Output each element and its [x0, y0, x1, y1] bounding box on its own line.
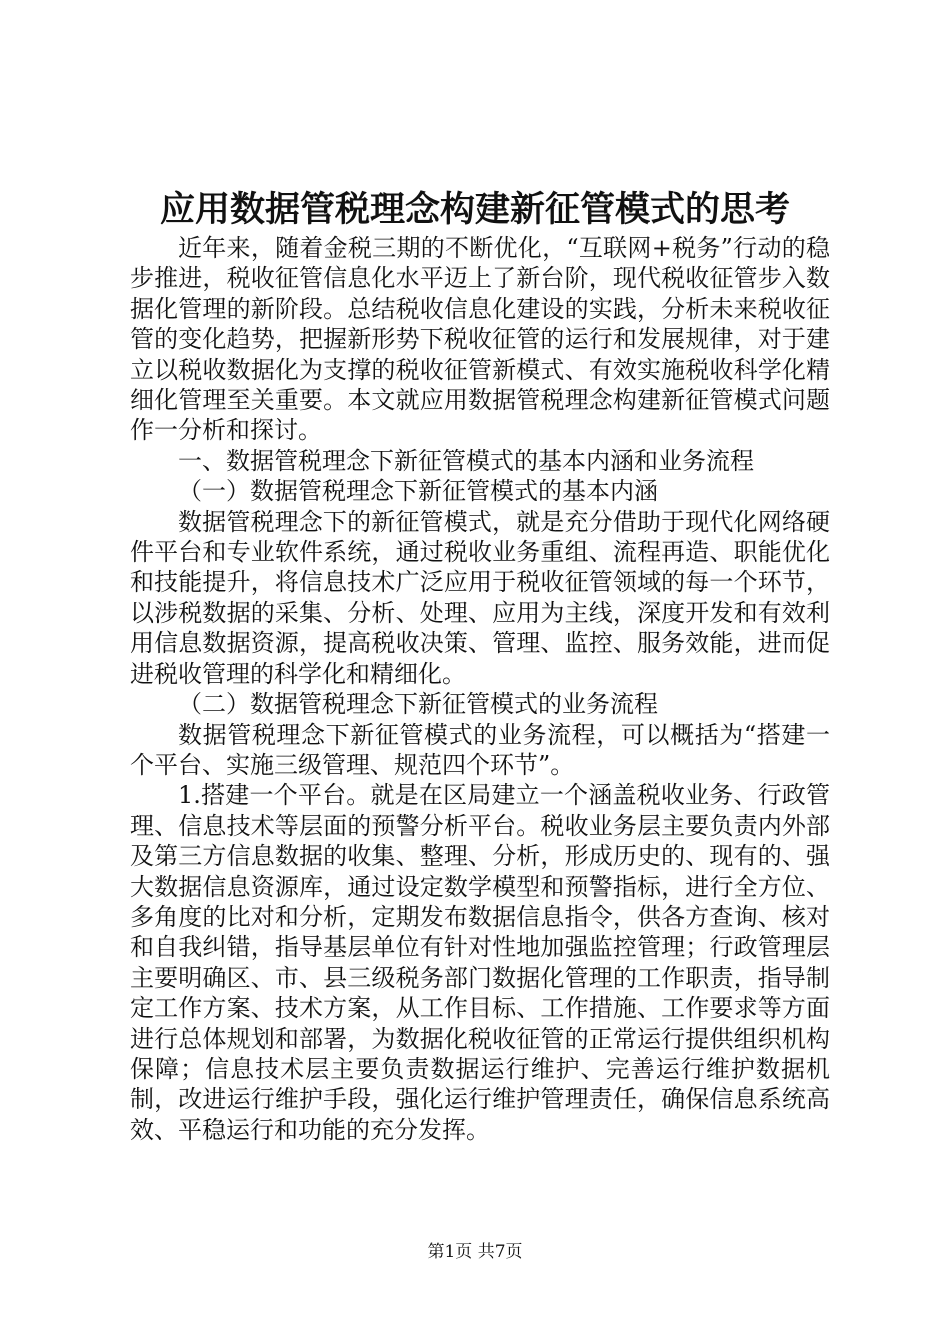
- body-paragraph: 1.搭建一个平台。就是在区局建立一个涵盖税收业务、行政管理、信息技术等层面的预警分析平台。税收业务层主要负责内外部及第三方信息数据的收集、整理、分析，形成历史的、现有的、强大数据信息资源库，通过设定数学模型和预警指标，进行全方位、多角度的比对和分析，定期发布数据信息指令，供各方查询、核对和自我纠错，指导基层单位有针对性地加强监控管理；行政管理层主要明确区、市、县三级税务部门数据化管理的工作职责，指导制定工作方案、技术方案，从工作目标、工作措施、工作要求等方面进行总体规划和部署，为数据化税收征管的正常运行提供组织机构保障；信息技术层主要负责数据运行维护、完善运行维护数据机制，改进运行维护手段，强化运行维护管理责任，确保信息系统高效、平稳运行和功能的充分发挥。: [130, 781, 830, 1144]
- document-title: 应用数据管税理念构建新征管模式的思考: [159, 189, 790, 230]
- subsection-heading-2: （二）数据管税理念下新征管模式的业务流程: [178, 690, 658, 719]
- body-paragraph: 数据管税理念下的新征管模式，就是充分借助于现代化网络硬件平台和专业软件系统，通过税收业务重组、流程再造、职能优化和技能提升，将信息技术广泛应用于税收征管领域的每一个环节，以涉税数据的采集、分析、处理、应用为主线，深度开发和有效利用信息数据资源，提高税收决策、管理、监控、服务效能，进而促进税收管理的科学化和精细化。: [130, 507, 830, 688]
- intro-paragraph: 近年来，随着金税三期的不断优化，“互联网+税务”行动的稳步推进，税收征管信息化水平迈上了新台阶，现代税收征管步入数据化管理的新阶段。总结税收信息化建设的实践，分析未来税收征管的变化趋势，把握新形势下税收征管的运行和发展规律，对于建立以税收数据化为支撑的税收征管新模式、有效实施税收科学化精细化管理至关重要。本文就应用数据管税理念构建新征管模式问题作一分析和探讨。: [130, 234, 830, 445]
- subsection-heading-1: （一）数据管税理念下新征管模式的基本内涵: [178, 477, 658, 506]
- page-footer: 第1页 共7页: [427, 1242, 523, 1262]
- section-heading-1: 一、数据管税理念下新征管模式的基本内涵和业务流程: [178, 446, 754, 475]
- body-paragraph: 数据管税理念下新征管模式的业务流程，可以概括为“搭建一个平台、实施三级管理、规范四个环节”。: [130, 720, 830, 779]
- document-body: [130, 233, 830, 1145]
